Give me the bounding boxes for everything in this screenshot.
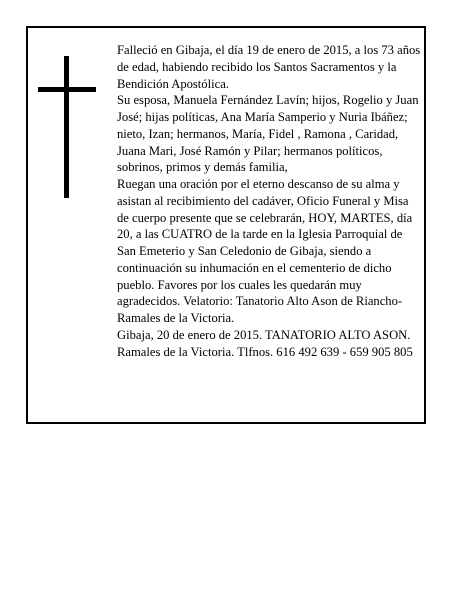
death-announcement-paragraph: Falleció en Gibaja, el día 19 de enero de 2015, a los 73 años de edad, habiendo recibido los Santos Sacramentos y la Bendición Apostólica. bbox=[117, 43, 421, 91]
funeral-details-paragraph: Ruegan una oración por el eterno descanso de su alma y asistan al recibimiento del cadáver, Oficio Funeral y Misa de cuerpo presente que se celebrarán, HOY, MARTES, día 20, a las CUATRO de la tarde en la Iglesia Parroquial de San Emeterio y San Celedonio de Gibaja, siendo a continuación su inhumación en el cementerio de dicho pueblo. Favores por los cuales les quedarán muy agradecidos. Velatorio: Tanatorio Alto Ason de Riancho-Ramales de la Victoria. bbox=[117, 177, 413, 325]
cross-horizontal-bar bbox=[38, 87, 96, 92]
contact-info-paragraph: Gibaja, 20 de enero de 2015. TANATORIO ALTO ASON. Ramales de la Victoria. Tlfnos. 616 492 639 - 659 905 805 bbox=[117, 327, 413, 359]
cross-vertical-bar bbox=[64, 56, 69, 198]
obituary-notice-frame bbox=[26, 26, 426, 424]
family-list-paragraph: Su esposa, Manuela Fernández Lavín; hijos, Rogelio y Juan José; hijas políticas, Ana María Samperio y Nuria Ibáñez; nieto, Izan; hermanos, María, Fidel , Ramona , Caridad, Juana Mari, José Ramón y Pilar; hermanos políticos, sobrinos, primos y demás familia, bbox=[117, 93, 419, 175]
obituary-text bbox=[117, 42, 421, 360]
cross-icon bbox=[38, 56, 98, 198]
